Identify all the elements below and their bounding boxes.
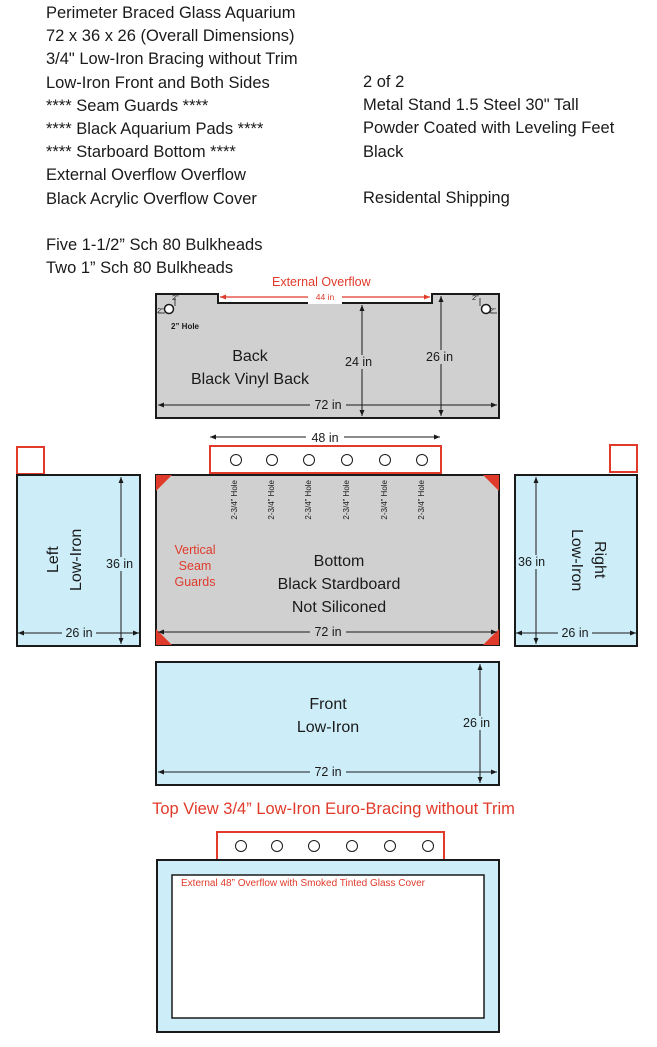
back-overall-height-label: 26 in: [426, 350, 454, 364]
back-hole-size-right-side: 2”: [489, 306, 496, 315]
order-count: 2 of 2: [363, 73, 405, 91]
back-hole-size-left-side: 2”: [157, 306, 164, 315]
seam-guards-line-3: Guards: [174, 575, 216, 589]
front-height-label: 26 in: [463, 716, 491, 730]
spec-line: Five 1-1/2” Sch 80 Bulkheads: [46, 236, 263, 255]
bulkhead-width-label: 48 in: [306, 431, 344, 445]
back-width-label: 72 in: [310, 398, 346, 412]
bulkhead-hole-label: 2-3/4” Hole: [230, 480, 239, 520]
left-panel-line-2: Low-Iron: [68, 528, 85, 592]
spec-line: Perimeter Braced Glass Aquarium: [46, 4, 296, 22]
front-title-line: Front: [309, 696, 347, 713]
back-overflow-width: 44 in: [308, 290, 342, 304]
right-panel-height: 36 in: [518, 555, 546, 569]
back-hole-size-left: 2”: [172, 293, 179, 302]
spec-line: Low-Iron Front and Both Sides: [46, 73, 270, 92]
bulkhead-hole-label: 2-3/4” Hole: [267, 480, 276, 520]
spec-line: **** Starboard Bottom ****: [46, 143, 236, 162]
spec-line: **** Black Aquarium Pads ****: [46, 120, 264, 139]
spec-line: 3/4" Low-Iron Bracing without Trim: [46, 50, 298, 69]
front-width-label: 72 in: [310, 765, 346, 779]
stand-color: Black: [363, 142, 404, 161]
spec-line: Black Acrylic Overflow Cover: [46, 189, 257, 208]
right-panel-width: 26 in: [558, 626, 592, 640]
spec-line: External Overflow Overflow: [46, 166, 246, 185]
stand-line-1: Metal Stand 1.5 Steel 30" Tall: [363, 96, 579, 115]
back-title-line: Back: [232, 348, 268, 365]
left-panel-line-1: Left: [45, 546, 62, 574]
back-height-label: 24 in: [345, 355, 373, 369]
bottom-material-line: Black Stardboard: [277, 576, 401, 593]
top-view-title: Top View 3/4” Low-Iron Euro-Bracing without Trim: [152, 800, 515, 818]
right-panel-line-2: Low-Iron: [568, 528, 585, 592]
spec-line: **** Seam Guards ****: [46, 96, 209, 115]
left-panel-width: 26 in: [62, 626, 96, 640]
bottom-title-line: Bottom: [313, 553, 365, 570]
spec-line: 72 x 36 x 26 (Overall Dimensions): [46, 27, 295, 46]
back-overflow-label: External Overflow: [272, 275, 371, 289]
spec-line: Two 1” Sch 80 Bulkheads: [46, 259, 234, 278]
bulkhead-hole-label: 2-3/4” Hole: [304, 480, 313, 520]
bottom-width-label: 72 in: [310, 625, 346, 639]
bulkhead-hole-label: 2-3/4” Hole: [380, 480, 389, 520]
front-material-line: Low-Iron: [296, 719, 360, 736]
shipping-method: Residental Shipping: [363, 189, 510, 207]
back-subtitle-line: Black Vinyl Back: [191, 371, 309, 388]
left-panel-height: 36 in: [106, 557, 134, 571]
back-hole-size-right: 2”: [472, 293, 479, 302]
bulkhead-hole-label: 2-3/4” Hole: [342, 480, 351, 520]
bottom-note-line: Not Siliconed: [291, 599, 387, 616]
right-panel-line-1: Right: [591, 541, 608, 579]
bulkhead-hole-label: 2-3/4” Hole: [417, 480, 426, 520]
top-view-overflow-label: External 48” Overflow with Smoked Tinted Glass Cover: [181, 878, 425, 889]
stand-line-2: Powder Coated with Leveling Feet: [363, 119, 615, 138]
back-hole-label: 2” Hole: [171, 322, 200, 331]
seam-guards-line-2: Seam: [178, 559, 212, 573]
seam-guards-line-1: Vertical: [174, 543, 216, 557]
